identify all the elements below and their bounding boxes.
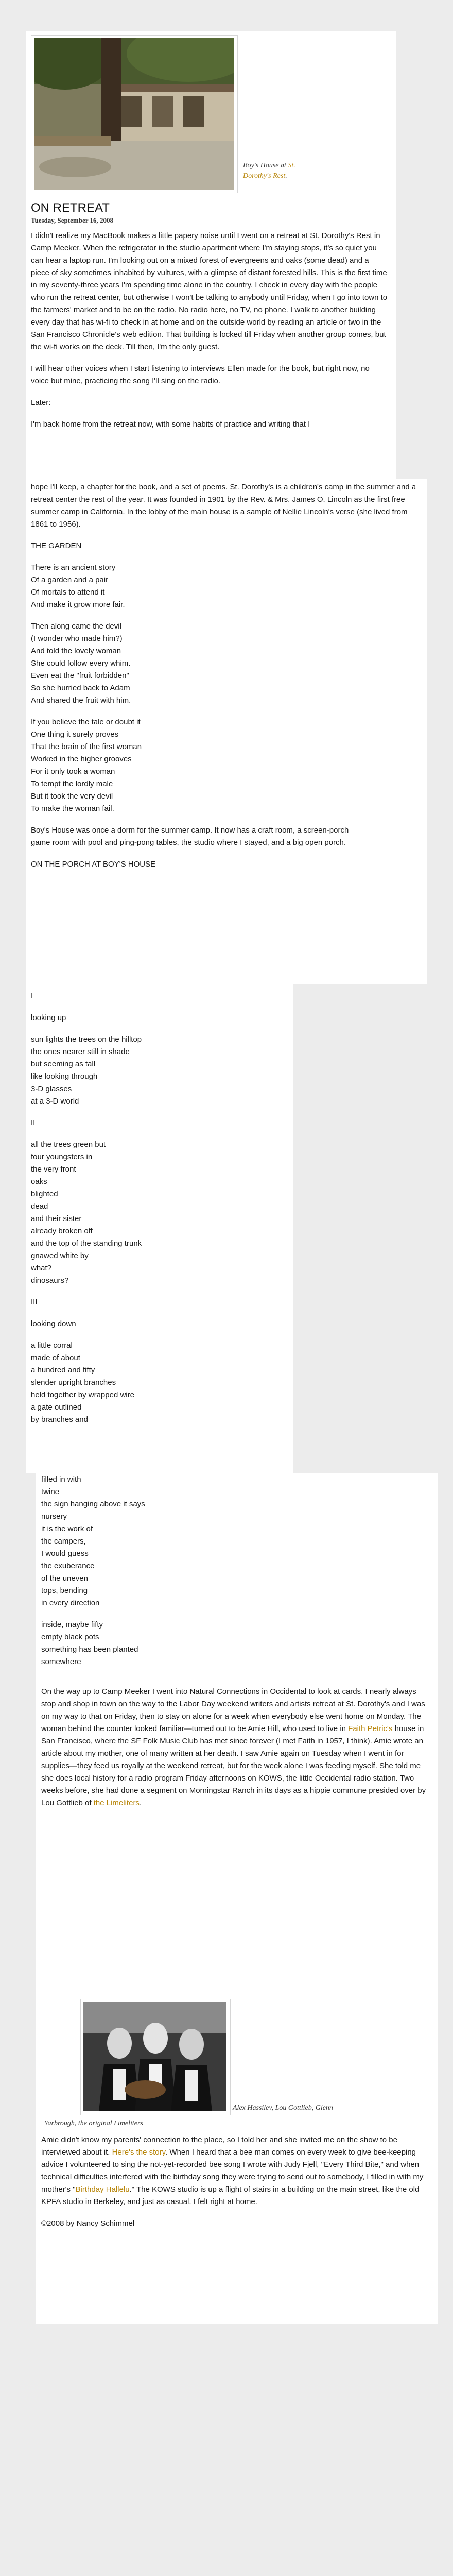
boys-house-photo[interactable]	[34, 38, 234, 190]
photo2-caption-below: Yarbrough, the original Limeliters	[44, 2120, 143, 2127]
porch-stanza-trees: all the trees green but four youngsters in the very front oaks blighted dead and their sister already broken off and the top of the standing trunk gnawed white by what? dinosaurs?	[31, 1140, 142, 1285]
paragraph-intro: I didn't realize my MacBook makes a little papery noise until I went on a retreat at St. Dorothy's Rest in Camp Meeker. When the refrigerator in the studio apartment where I'm staying stops, it's so quiet you can hear a laptop run. I'm looking out on a mixed forest of evergreens and oaks (some dead) and a piece of sky sometimes inhabited by vultures, with a glimpse of distant forested hills. This is the first time in my seventy-three years I'm spending time alone in the country. I check in every day with the people who run the retreat center, but otherwise I won't be talking to anybody until Friday, when I go into town to the farmers' market and to be on the radio. No radio here, no TV, no phone. I walk to another building every day that has wi-fi to check in at home and on the outside world by reading an article or two in the San Francisco Chronicle's web edition. That building is locked till Friday when another group comes, but the wi-fi works on the deck. Till then, I'm the only guest.	[31, 231, 388, 351]
porch-looking-down: looking down	[31, 1319, 76, 1328]
post-date: Tuesday, September 16, 2008	[31, 216, 113, 224]
porch-stanza-corral-cont: filled in with twine the sign hanging above it says nursery it is the work of the campers, I would guess the exuberance of the uneven tops, bending in every direction	[41, 1475, 145, 1607]
porch-stanza-corral: a little corral made of about a hundred and fifty slender upright branches held together by wrapped wire a gate outlined by branches and	[31, 1341, 134, 1424]
garden-stanza-1: There is an ancient story Of a garden and a pair Of mortals to attend it And make it grow more fair.	[31, 563, 125, 609]
photo2-caption-right: Alex Hassilev, Lou Gottlieb, Glenn	[233, 2104, 333, 2112]
copyright-notice: ©2008 by Nancy Schimmel	[41, 2219, 135, 2228]
photo1-caption-link[interactable]: St. Dorothy's Rest	[243, 162, 295, 180]
paragraph-camp-meeker	[41, 1686, 427, 1809]
porch-section-1-numeral: I	[31, 992, 33, 1001]
paragraph-radio-a: Amie didn't know my parents' connection to the place, so I told her and she invited me on the show to be interviewed about it.	[41, 2136, 397, 2157]
boys-house-illustration	[34, 38, 234, 190]
limeliters-illustration	[83, 2002, 226, 2111]
porch-heading: ON THE PORCH AT BOY'S HOUSE	[31, 860, 156, 869]
paragraph-radio-c: ." The KOWS studio is up a flight of stairs in a building on the main street, like the old KPFA studio in Berkeley, and just as casual. I felt right at home.	[41, 2185, 420, 2206]
paragraph-camp-meeker-b: house in San Francisco, where the SF Folk Music Club has met since forever (I met Faith in 1957, I think). Amie wrote an article about my mother, one of many written at her death. I saw Amie again on Tuesday when I went in for supplies—they feed us royally at the weekend retreat, but for the week alone I was feeding myself. She told me she does local history for a radio program Friday afternoons on KOWS, the little Occidental radio station. Two weeks before, she had done a segment on Morningstar Ranch in its days as a hippie commune presided over by Lou Gottlieb of	[41, 1724, 426, 1807]
post-title: ON RETREAT	[31, 201, 110, 215]
porch-section-2-numeral: II	[31, 1118, 36, 1127]
limeliters-photo[interactable]	[83, 2002, 226, 2111]
photo1-caption	[243, 161, 315, 182]
post-body-porch-2	[41, 1473, 427, 1819]
paragraph-back-home-cont: hope I'll keep, a chapter for the book, and a set of poems. St. Dorothy's is a children's camp in the summer and a retreat center the rest of the year. It was founded in 1901 by the Rev. & Mrs. James O. Lincoln as the first free summer camp in California. In the lobby of the main house is a sample of Nellie Lincoln's verse (she lived from 1861 to 1956).	[31, 483, 416, 529]
limeliters-link[interactable]: the Limeliters	[93, 1799, 140, 1807]
paragraph-radio	[41, 2134, 427, 2208]
heres-the-story-link[interactable]: Here's the story	[112, 2148, 166, 2157]
paragraph-back-home-start: I'm back home from the retreat now, with some habits of practice and writing that I	[31, 420, 310, 429]
paragraph-later: Later:	[31, 398, 51, 407]
porch-looking-up: looking up	[31, 1013, 66, 1022]
paragraph-radio-b: . When I heard that a bee man comes on every week to give bee-keeping advice I volunteered to sing the not-yet-recorded bee song I wrote with Judy Fjell, "Every Third Bite," and when technical difficulties interfered with the birthday song they were trying to send out to somebody, I filled in with my mother's "	[41, 2148, 424, 2194]
post-body-porch-1	[31, 990, 288, 1435]
garden-stanza-3: If you believe the tale or doubt it One thing it surely proves That the brain of the first woman Worked in the higher grooves For it only took a woman To tempt the lordly male But it took the very devil To make the woman fail.	[31, 718, 142, 813]
faith-petric-link[interactable]: Faith Petric's	[348, 1724, 393, 1733]
post-body-top	[31, 230, 389, 440]
paragraph-boys-house: Boy's House was once a dorm for the summer camp. It now has a craft room, a screen-porch game room with pool and ping-pong tables, the studio where I stayed, and a big open porch.	[31, 826, 349, 847]
paragraph-camp-meeker-a: On the way up to Camp Meeker I went into Natural Connections in Occidental to look at cards. I nearly always stop and shop in town on the way to the Labor Day weekend writers and artists retreat at St. Dorothy's and I was on my way to that on Friday, then to stay on alone for a week when everybody else went home on Monday. The woman behind the counter looked familiar—turned out to be Amie Hill, who used to live in	[41, 1687, 425, 1733]
paragraph-other-voices: I will hear other voices when I start listening to interviews Ellen made for the book, but right now, no voice but mine, practicing the song I'll sing on the radio.	[31, 364, 370, 385]
porch-section-3-numeral: III	[31, 1298, 38, 1307]
paragraph-camp-meeker-c: .	[139, 1799, 142, 1807]
birthday-hallelu-link[interactable]: Birthday Hallelu	[75, 2185, 130, 2194]
photo1-caption-suffix: .	[285, 172, 287, 180]
porch-stanza-sunlight: sun lights the trees on the hilltop the ones nearer still in shade but seeming as tall like looking through 3-D glasses at a 3-D world	[31, 1035, 142, 1106]
post-body-garden	[31, 481, 422, 880]
post-body-bottom	[41, 2134, 427, 2239]
porch-stanza-pots: inside, maybe fifty empty black pots something has been planted somewhere	[41, 1620, 138, 1666]
garden-heading: THE GARDEN	[31, 541, 82, 550]
garden-stanza-2: Then along came the devil (I wonder who made him?) And told the lovely woman She could follow every whim. Even eat the "fruit forbidden" So she hurried back to Adam And shared the fruit with him.	[31, 622, 131, 705]
photo1-caption-prefix: Boy's House at	[243, 162, 288, 170]
